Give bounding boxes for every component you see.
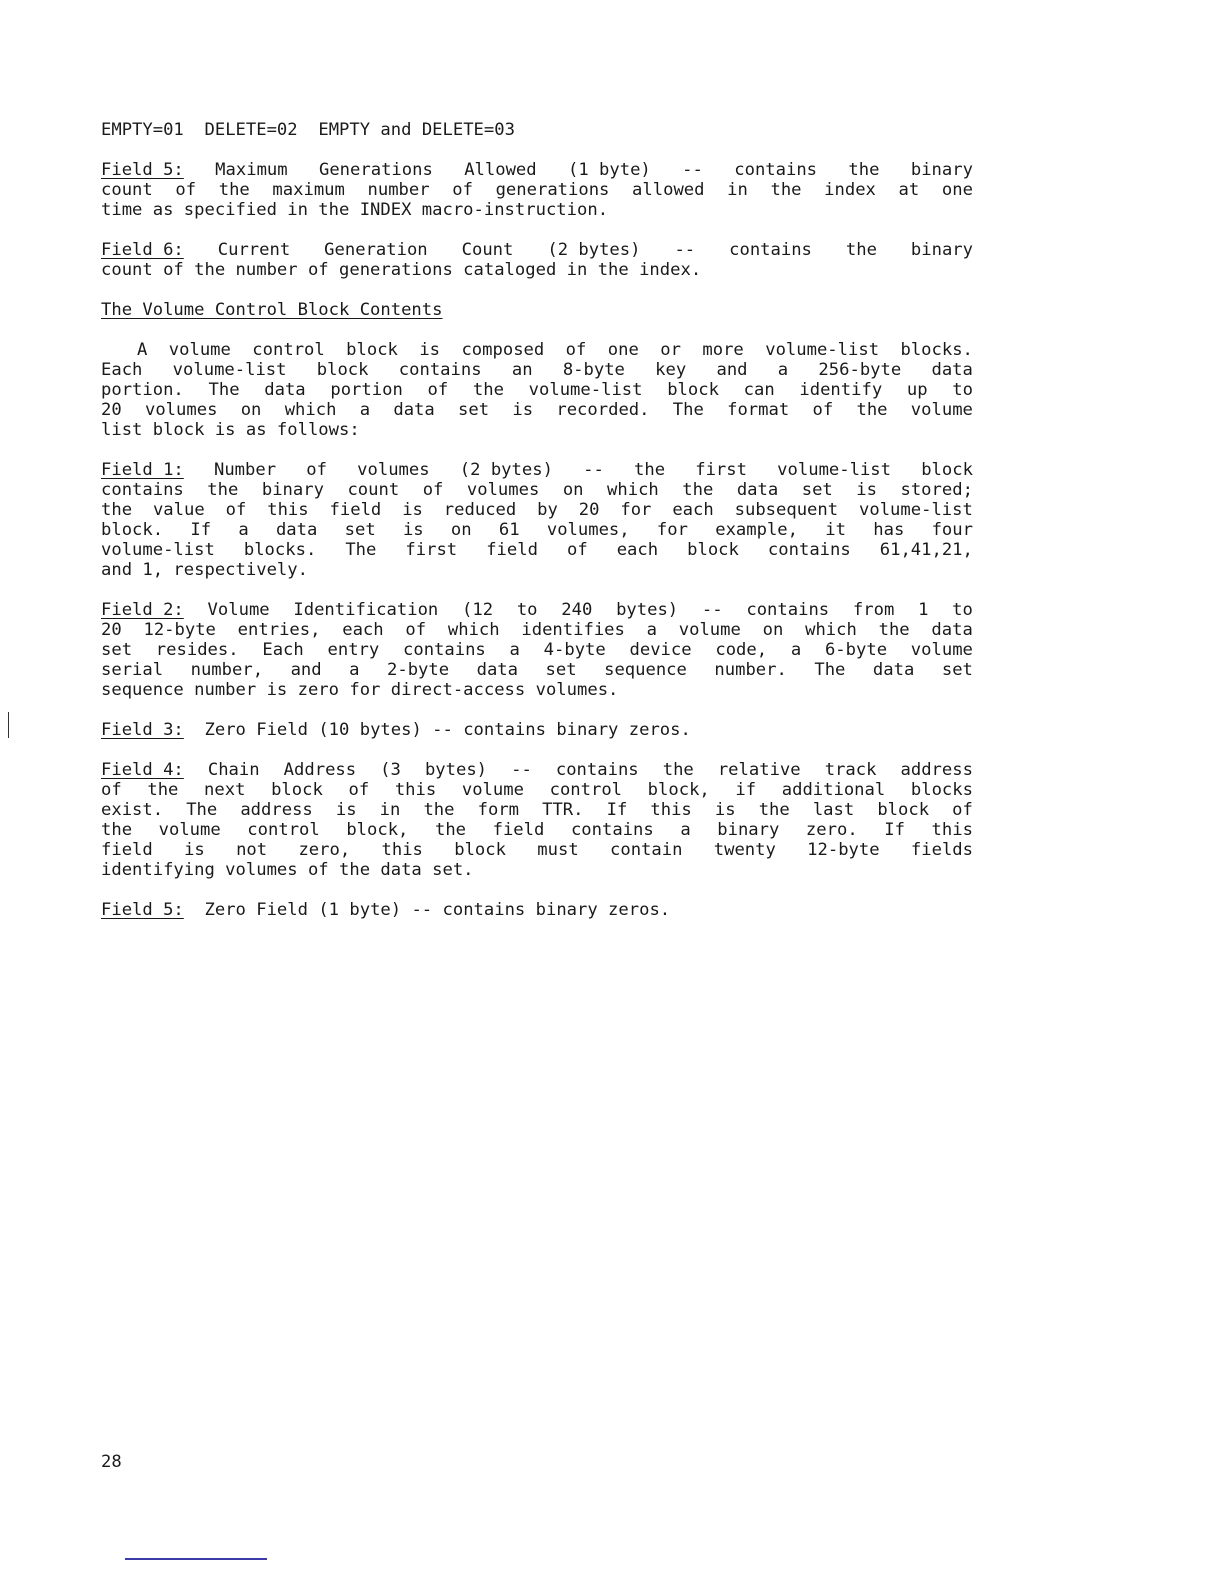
word: -- (682, 160, 703, 180)
word: allowed (632, 180, 705, 200)
word: which (447, 620, 500, 640)
word: (12 (462, 600, 494, 620)
gen-field-6-line-1 (101, 240, 973, 260)
word: volume-list (528, 380, 643, 400)
word: not (236, 840, 268, 860)
word: of (348, 780, 370, 800)
word: portion. (101, 380, 184, 400)
word: this (381, 840, 423, 860)
word: address (240, 800, 313, 820)
word: the (878, 620, 910, 640)
word: on (562, 480, 584, 500)
vcb-field-2-line-3 (101, 640, 973, 660)
word: binary (717, 820, 780, 840)
vcb-field-2-line-4 (101, 660, 973, 680)
word: can (743, 380, 775, 400)
word: control (252, 340, 325, 360)
vcb-field-3-text: Zero Field (10 bytes) -- contains binary zeros. (204, 720, 691, 740)
intro-paragraph (101, 340, 973, 440)
word: 4-byte (543, 640, 606, 660)
word: volume-list (765, 340, 880, 360)
word: blocks. (900, 340, 973, 360)
word: entry (327, 640, 380, 660)
word: is (419, 340, 441, 360)
word: -- (583, 460, 604, 480)
word: identify (799, 380, 883, 400)
word: the (101, 500, 133, 520)
word: the (856, 400, 888, 420)
word: Number (213, 460, 277, 480)
word: additional (781, 780, 886, 800)
word: by (537, 500, 558, 520)
word: of (427, 380, 449, 400)
word: one (607, 340, 639, 360)
word: contains (746, 600, 830, 620)
word: data (872, 660, 915, 680)
vcb-field-1-paragraph (101, 460, 973, 580)
word: if (735, 780, 757, 800)
word: field (101, 840, 153, 860)
word: volume (461, 780, 524, 800)
word: the (207, 480, 239, 500)
vcb-field-3-paragraph (101, 720, 973, 740)
word: index (824, 180, 876, 200)
word: of (452, 180, 473, 200)
intro-line-1 (101, 340, 973, 360)
word: for (620, 500, 652, 520)
word: the (770, 180, 802, 200)
word: code, (715, 640, 768, 660)
word: format (727, 400, 790, 420)
word: on (762, 620, 784, 640)
word: The (186, 800, 218, 820)
word: is (512, 400, 534, 420)
word: block (316, 360, 369, 380)
word: contains (570, 820, 654, 840)
word: it (825, 520, 846, 540)
word: block (877, 800, 930, 820)
flag-empty: EMPTY=01 (101, 120, 184, 140)
word: data (393, 400, 435, 420)
gen-field-5-line-2 (101, 180, 973, 200)
word: is (402, 500, 423, 520)
word: set (545, 660, 577, 680)
word: The (672, 400, 704, 420)
word: reduced (443, 500, 517, 520)
gen-field-6-line-2: count of the number of generations cataloged in the index. (101, 260, 702, 280)
word: -- (701, 600, 723, 620)
section-heading: The Volume Control Block Contents (101, 300, 443, 320)
word: data (931, 620, 973, 640)
intro-line-3 (101, 380, 973, 400)
word: a (680, 820, 691, 840)
word: next (204, 780, 246, 800)
word: Count (461, 240, 514, 260)
word: set (344, 520, 376, 540)
word: volume (158, 820, 221, 840)
word: of (812, 400, 834, 420)
word: which (805, 620, 857, 640)
intro-line-5: list block is as follows: (101, 420, 360, 440)
flag-values-line (101, 120, 973, 140)
word: block (346, 340, 398, 360)
word: set (801, 480, 833, 500)
word: volume (910, 400, 973, 420)
word: a (359, 400, 371, 420)
word: bytes) (424, 760, 488, 780)
word: recorded. (556, 400, 650, 420)
word: the (147, 780, 179, 800)
word: 20 (101, 620, 122, 640)
word: of (405, 620, 427, 640)
word: -- (674, 240, 696, 260)
word: from (852, 600, 895, 620)
word: binary (910, 160, 973, 180)
word: The (814, 660, 846, 680)
word: 61,41,21, (879, 540, 973, 560)
word: field (492, 820, 545, 840)
word: (2 bytes) (547, 240, 641, 260)
word: The (208, 380, 240, 400)
word: form (477, 800, 519, 820)
word: Generations (318, 160, 433, 180)
word: of (952, 800, 973, 820)
word: is (184, 840, 205, 860)
vcb-field-4-line-6: identifying volumes of the data set. (101, 860, 474, 880)
word: is (402, 520, 424, 540)
word: volumes (144, 400, 218, 420)
word: the (434, 820, 467, 840)
word: block. (101, 520, 164, 540)
word: an (511, 360, 533, 380)
word: of (422, 480, 444, 500)
word: number, (190, 660, 264, 680)
word: volume (678, 620, 741, 640)
word: the (845, 240, 877, 260)
vcb-field-4-line-2 (101, 780, 973, 800)
word: If (190, 520, 212, 540)
word: first (695, 460, 747, 480)
word: the (682, 480, 714, 500)
word: binary (261, 480, 324, 500)
word: to (952, 380, 973, 400)
gen-field-6-paragraph (101, 240, 973, 280)
word: at (898, 180, 920, 200)
word: address (900, 760, 973, 780)
page-number: 28 (101, 1452, 122, 1472)
word: block (454, 840, 506, 860)
word: contain (610, 840, 683, 860)
word: volume (910, 640, 973, 660)
word: a (238, 520, 249, 540)
gen-field-5-line-1 (101, 160, 973, 180)
word: control (247, 820, 320, 840)
word: to (952, 600, 973, 620)
word: Maximum (215, 160, 288, 180)
word: or (660, 340, 681, 360)
vcb-field-1-line-6: and 1, respectively. (101, 560, 308, 580)
word: 8-byte (562, 360, 625, 380)
word: bytes) (616, 600, 679, 620)
word: 20 (101, 400, 122, 420)
word: (2 bytes) (459, 460, 553, 480)
flag-empty-and-delete: EMPTY and DELETE=03 (318, 120, 515, 140)
word: key (655, 360, 687, 380)
vcb-field-1-line-1 (101, 460, 973, 480)
word: a (349, 660, 360, 680)
word: for (656, 520, 688, 540)
word: maximum (272, 180, 345, 200)
word: identifies (521, 620, 625, 640)
word: -- (511, 760, 532, 780)
word: block (687, 540, 739, 560)
word: serial (101, 660, 164, 680)
field-label: Field 5: (101, 160, 184, 180)
word: resides. (155, 640, 239, 660)
word: which (284, 400, 337, 420)
word: last (812, 800, 855, 820)
vcb-field-5-label: Field 5: (101, 900, 184, 920)
field-label: Field 6: (101, 240, 184, 260)
word: count (347, 480, 400, 500)
word: relative (717, 760, 801, 780)
word: block, (346, 820, 409, 840)
word: the (634, 460, 666, 480)
word: data (275, 520, 318, 540)
word: volumes, (546, 520, 630, 540)
word: Each (262, 640, 304, 660)
word: of (101, 780, 122, 800)
word: this (931, 820, 973, 840)
word: volume-list (172, 360, 287, 380)
word: of (565, 340, 587, 360)
word: a (790, 640, 802, 660)
word: 12-byte (807, 840, 880, 860)
word: more (702, 340, 744, 360)
word: field (329, 500, 382, 520)
word: on (450, 520, 472, 540)
word: entries, (237, 620, 321, 640)
word: a (646, 620, 657, 640)
vcb-field-4-line-5 (101, 840, 973, 860)
word: contains (398, 360, 482, 380)
word: zero. (805, 820, 858, 840)
field-label: Field 2: (101, 600, 184, 620)
word: the (848, 160, 880, 180)
vcb-field-5-text: Zero Field (1 byte) -- contains binary zeros. (204, 900, 671, 920)
word: number. (714, 660, 787, 680)
word: Generation (324, 240, 428, 260)
word: of (306, 460, 327, 480)
word: blocks (910, 780, 973, 800)
word: is (714, 800, 736, 820)
word: the (472, 380, 504, 400)
word: Each (101, 360, 143, 380)
word: fields (910, 840, 973, 860)
word: volumes (357, 460, 430, 480)
word: (1 byte) (568, 160, 651, 180)
word: example, (715, 520, 799, 540)
word: this (394, 780, 437, 800)
word: Chain (207, 760, 260, 780)
vcb-field-4-paragraph (101, 760, 973, 880)
word: twenty (713, 840, 776, 860)
word: this (267, 500, 309, 520)
word: Allowed (464, 160, 537, 180)
word: the (218, 180, 250, 200)
word: set (101, 640, 133, 660)
word: If (884, 820, 905, 840)
word: each (672, 500, 714, 520)
gen-field-5-line-3: time as specified in the INDEX macro-instruction. (101, 200, 609, 220)
word: each (342, 620, 384, 640)
word: zero, (298, 840, 351, 860)
word: generations (495, 180, 610, 200)
word: the (662, 760, 694, 780)
word: and (290, 660, 322, 680)
word: which (607, 480, 659, 500)
word: set (458, 400, 490, 420)
flag-delete: DELETE=02 (204, 120, 298, 140)
vcb-field-4-line-1 (101, 760, 973, 780)
field-label: Field 1: (101, 460, 184, 480)
word: exist. (101, 800, 164, 820)
word: 256-byte (818, 360, 902, 380)
word: device (629, 640, 692, 660)
word: 240 (561, 600, 593, 620)
word: 20 (578, 500, 600, 520)
word: block (271, 780, 323, 800)
word: If (606, 800, 628, 820)
word: contains (767, 540, 851, 560)
word: one (941, 180, 973, 200)
word: Volume (207, 600, 270, 620)
word: count (101, 180, 153, 200)
word: contains (734, 160, 818, 180)
word: on (240, 400, 262, 420)
word: track (824, 760, 877, 780)
word: set (941, 660, 973, 680)
word: value (152, 500, 205, 520)
document-body (101, 120, 973, 920)
word: 1 (918, 600, 929, 620)
word: this (650, 800, 692, 820)
vcb-field-2-line-2 (101, 620, 973, 640)
word: sequence (604, 660, 687, 680)
word: block, (647, 780, 710, 800)
intro-line-2 (101, 360, 973, 380)
word: data (264, 380, 306, 400)
word: of (566, 540, 588, 560)
vcb-field-1-line-2 (101, 480, 973, 500)
word: 61 (498, 520, 520, 540)
word: in (727, 180, 748, 200)
word: (3 (380, 760, 401, 780)
word: and (716, 360, 748, 380)
vcb-field-2-paragraph (101, 600, 973, 700)
word: the (423, 800, 455, 820)
word: field (486, 540, 538, 560)
intro-line-4 (101, 400, 973, 420)
vcb-field-4-line-3 (101, 800, 973, 820)
word: 2-byte (387, 660, 450, 680)
word: control (549, 780, 623, 800)
word: volumes (466, 480, 540, 500)
word: contains (555, 760, 639, 780)
field-label: Field 4: (101, 760, 184, 780)
word: four (931, 520, 973, 540)
word: each (616, 540, 659, 560)
word: to (516, 600, 538, 620)
word: is (856, 480, 877, 500)
word: contains (729, 240, 812, 260)
vcb-field-2-line-1 (101, 600, 973, 620)
word: is (335, 800, 357, 820)
word: the (101, 820, 133, 840)
word: the (758, 800, 790, 820)
word: in (379, 800, 401, 820)
word: The (345, 540, 377, 560)
word: A (137, 340, 148, 360)
word: blocks. (243, 540, 317, 560)
word: binary (910, 240, 973, 260)
word: Current (217, 240, 291, 260)
word: contains (101, 480, 184, 500)
word: volume (168, 340, 231, 360)
word: first (405, 540, 458, 560)
word: of (175, 180, 197, 200)
word: a (509, 640, 520, 660)
word: Identification (293, 600, 439, 620)
vcb-field-1-line-3 (101, 500, 973, 520)
word: data (476, 660, 519, 680)
revision-bar (8, 712, 9, 738)
word: Address (283, 760, 357, 780)
word: contains (403, 640, 486, 660)
word: data (931, 360, 973, 380)
vcb-field-1-line-4 (101, 520, 973, 540)
word: volume-list (101, 540, 215, 560)
word: volume-list (777, 460, 891, 480)
vcb-field-2-line-5: sequence number is zero for direct-access volumes. (101, 680, 619, 700)
word: must (537, 840, 579, 860)
word: 12-byte (143, 620, 216, 640)
vcb-field-1-line-5 (101, 540, 973, 560)
word: of (225, 500, 247, 520)
word: TTR. (542, 800, 584, 820)
word: has (873, 520, 905, 540)
word: number (367, 180, 430, 200)
word: portion (330, 380, 403, 400)
word: up (906, 380, 928, 400)
bottom-rule (125, 1558, 267, 1560)
vcb-field-3-label: Field 3: (101, 720, 184, 740)
word: block (921, 460, 973, 480)
word: composed (461, 340, 545, 360)
word: subsequent (734, 500, 839, 520)
word: data (736, 480, 779, 500)
vcb-field-4-line-4 (101, 820, 973, 840)
vcb-field-5-paragraph (101, 900, 973, 920)
word: stored; (900, 480, 973, 500)
section-heading-row (101, 300, 973, 320)
word: a (777, 360, 789, 380)
word: block (667, 380, 719, 400)
gen-field-5-paragraph (101, 160, 973, 220)
word: 6-byte (824, 640, 888, 660)
word: volume-list (859, 500, 973, 520)
